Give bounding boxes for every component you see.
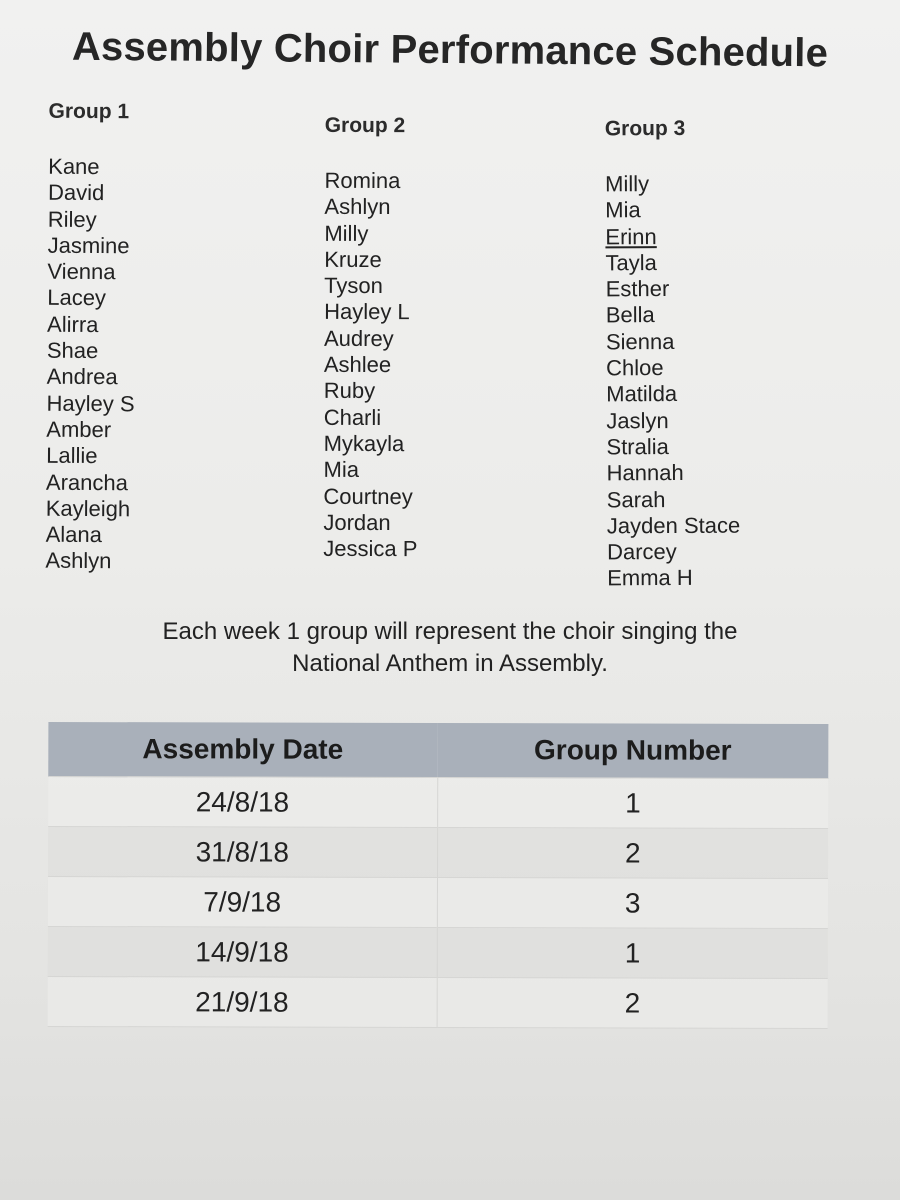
list-item: Ashlyn <box>324 194 391 220</box>
name-list <box>45 154 136 575</box>
list-item: Tayla <box>605 249 657 276</box>
list-item: Shae <box>46 337 99 364</box>
table-row <box>48 826 828 878</box>
list-item: Kruze <box>324 246 382 272</box>
list-item: Charli <box>323 404 382 430</box>
list-item <box>605 223 738 250</box>
list-item: Ashlyn <box>45 548 112 574</box>
table-row <box>48 876 828 928</box>
list-item: Alirra <box>47 311 99 337</box>
list-item: Lallie <box>46 442 98 469</box>
group-cell: 3 <box>437 877 828 928</box>
table-row <box>48 776 828 828</box>
list-item: Sarah <box>606 486 666 512</box>
group-cell: 1 <box>437 777 828 828</box>
list-item: Mia <box>323 457 360 483</box>
table-row <box>48 926 828 978</box>
table-header-row <box>48 722 828 779</box>
list-item: Jayden Stace <box>606 512 741 539</box>
group-3-section <box>605 117 741 592</box>
table-row <box>48 976 828 1028</box>
list-item: Darcey <box>606 539 677 565</box>
name-list <box>323 168 419 563</box>
column-header-assembly-date: Assembly Date <box>48 722 437 778</box>
list-item: Audrey <box>323 325 394 351</box>
schedule-notice <box>60 616 840 680</box>
list-item: Hayley S <box>46 390 135 416</box>
list-item: Vienna <box>47 258 116 285</box>
list-item: Jordan <box>323 509 391 535</box>
list-item: Ashlee <box>323 351 392 378</box>
list-item: Esther <box>605 276 670 302</box>
list-item: David <box>47 179 105 206</box>
notice-line: Each week 1 group will represent the choir singing the <box>162 618 738 645</box>
list-item: Kane <box>48 153 100 180</box>
list-item: Kayleigh <box>45 495 131 522</box>
group-cell: 1 <box>437 927 828 978</box>
list-item: Riley <box>47 206 97 232</box>
list-item: Ruby <box>323 378 376 404</box>
schedule-table <box>48 722 829 1029</box>
list-item: Andrea <box>46 364 118 390</box>
date-cell: 31/8/18 <box>48 826 437 877</box>
list-item: Alana <box>45 521 102 548</box>
name-list <box>605 171 741 592</box>
list-item: Milly <box>324 220 369 246</box>
date-cell: 24/8/18 <box>48 776 437 827</box>
list-item: Stralia <box>606 433 669 460</box>
underlined-name: Erinn <box>605 223 657 249</box>
notice-line: National Anthem in Assembly. <box>292 650 608 677</box>
group-heading: Group 3 <box>604 116 686 141</box>
group-cell: 2 <box>437 827 828 878</box>
group-heading: Group 2 <box>324 113 406 138</box>
date-cell: 7/9/18 <box>48 876 437 927</box>
group-1-section <box>45 100 136 575</box>
list-item: Matilda <box>606 381 678 407</box>
group-cell: 2 <box>437 977 828 1028</box>
list-item: Hannah <box>606 460 684 486</box>
list-item: Chloe <box>606 355 664 381</box>
page-title: Assembly Choir Performance Schedule <box>71 24 829 76</box>
date-cell: 21/9/18 <box>48 976 437 1027</box>
table-header <box>48 722 828 779</box>
list-item: Milly <box>605 171 650 197</box>
list-item: Hayley L <box>324 299 410 325</box>
table-body <box>48 776 829 1028</box>
list-item: Emma H <box>607 565 693 591</box>
group-2-section <box>323 114 419 563</box>
list-item: Arancha <box>45 469 129 495</box>
list-item: Jasmine <box>47 232 130 259</box>
date-cell: 14/9/18 <box>48 926 437 977</box>
column-header-group-number: Group Number <box>437 723 828 779</box>
list-item: Mykayla <box>323 430 405 457</box>
list-item: Jaslyn <box>606 407 669 434</box>
list-item: Jessica P <box>323 535 418 562</box>
group-heading: Group 1 <box>48 99 130 124</box>
list-item: Romina <box>324 167 401 194</box>
list-item: Lacey <box>47 285 107 311</box>
list-item: Courtney <box>323 483 413 509</box>
list-item: Bella <box>605 302 655 328</box>
list-item: Amber <box>46 416 112 443</box>
list-item: Sienna <box>605 328 675 355</box>
list-item: Mia <box>605 197 641 223</box>
list-item: Tyson <box>324 273 383 299</box>
